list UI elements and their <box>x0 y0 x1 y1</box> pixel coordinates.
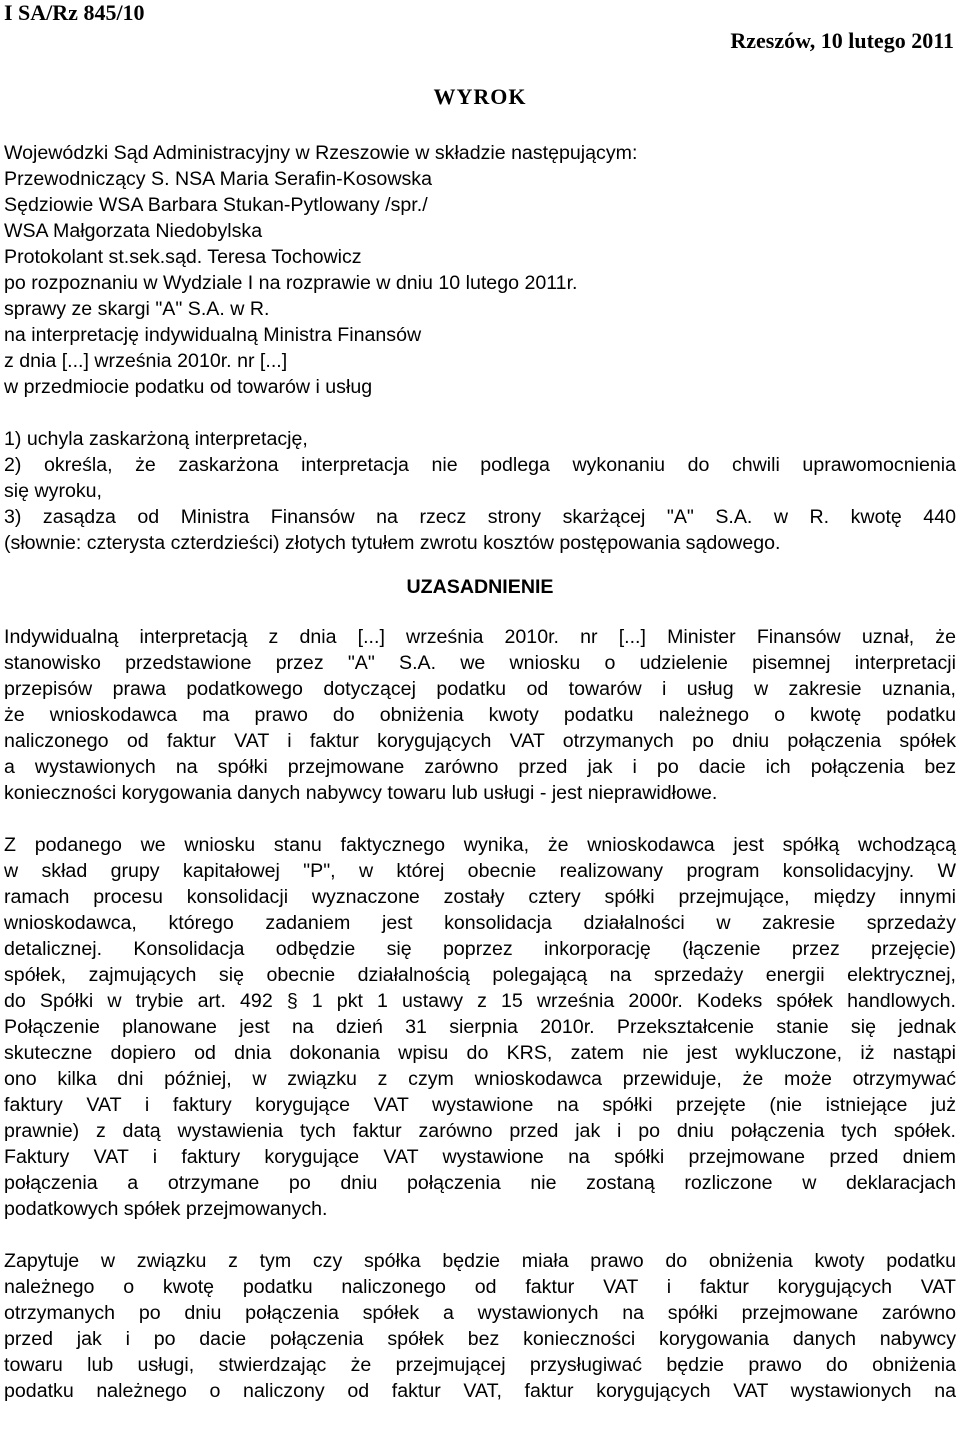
paragraph-line: stanowisko przedstawione przez "A" S.A. we wniosku o udzielenie pisemnej interpretacji <box>4 652 956 674</box>
paragraph-line: skuteczne dopiero od dnia dokonania wpisu do KRS, zatem nie jest wykluczone, iż nastąpi <box>4 1042 956 1064</box>
paragraph-line: że wnioskodawca ma prawo do obniżenia kwoty podatku należnego o kwotę podatku <box>4 704 956 726</box>
verdict-point-3: 3) zasądza od Ministra Finansów na rzecz strony skarżącej "A" S.A. w R. kwotę 440 <box>4 506 956 528</box>
court-line: z dnia [...] września 2010r. nr [...] <box>4 350 288 372</box>
verdict-point-3-cont: (słownie: czterysta czterdzieści) złotych tytułem zwrotu kosztów postępowania sądowego. <box>4 532 781 554</box>
paragraph-line: Faktury VAT i faktury korygujące VAT wystawione na spółki przejmowane przed dniem <box>4 1146 956 1168</box>
spacer <box>4 806 956 832</box>
paragraph-line: Z podanego we wniosku stanu faktycznego wynika, że wnioskodawca jest spółką wchodzącą <box>4 834 956 856</box>
court-composition <box>4 140 956 400</box>
paragraph-line: ono kilka dni później, w związku z czym wnioskodawca przewiduje, że może otrzymywać <box>4 1068 956 1090</box>
paragraph-line: naliczonego od faktur VAT i faktur korygujących VAT otrzymanych po dniu połączenia spółek <box>4 730 956 752</box>
spacer <box>4 600 956 624</box>
document-title <box>0 82 960 112</box>
paragraph-line: detalicznej. Konsolidacja odbędzie się poprzez inkorporację (łączenie przez przejęcie) <box>4 938 956 960</box>
paragraph-line: spółek, zajmujących się obecnie działalnością polegającą na sprzedaży energii elektrycznej, <box>4 964 956 986</box>
paragraph-line: Połączenie planowane jest na dzień 31 sierpnia 2010r. Przekształcenie stanie się jednak <box>4 1016 956 1038</box>
court-line: WSA Małgorzata Niedobylska <box>4 220 263 242</box>
court-line: Sędziowie WSA Barbara Stukan-Pytlowany /spr./ <box>4 194 428 216</box>
paragraph-line: ramach procesu konsolidacji wyznaczone zostały cztery spółki przejmujące, między innymi <box>4 886 956 908</box>
spacer <box>4 1222 956 1248</box>
paragraph-line: połączenia a otrzymane po dniu połączenia nie zostaną rozliczone w deklaracjach <box>4 1172 956 1194</box>
paragraph-line: w skład grupy kapitałowej "P", w której obecnie realizowany program konsolidacyjny. W <box>4 860 956 882</box>
court-line: po rozpoznaniu w Wydziale I na rozprawie w dniu 10 lutego 2011r. <box>4 272 578 294</box>
court-line: Protokolant st.sek.sąd. Teresa Tochowicz <box>4 246 362 268</box>
place-date: Rzeszów, 10 lutego 2011 <box>730 28 954 53</box>
justification-paragraph-2 <box>4 832 956 1222</box>
spacer <box>4 400 956 426</box>
document-body <box>4 140 956 1404</box>
paragraph-line: przepisów prawa podatkowego dotyczącej podatku od towarów i usług w zakresie uznania, <box>4 678 956 700</box>
court-line: w przedmiocie podatku od towarów i usług <box>4 376 373 398</box>
paragraph-line: Indywidualną interpretacją z dnia [...] września 2010r. nr [...] Minister Finansów uznał, że <box>4 626 956 648</box>
verdict-point-1: 1) uchyla zaskarżoną interpretację, <box>4 428 308 450</box>
verdict <box>4 426 956 556</box>
court-line: Przewodniczący S. NSA Maria Serafin-Kosowska <box>4 168 432 190</box>
paragraph-line: towaru lub usługi, stwierdzając że przejmującej przysługiwać będzie prawo do obniżenia <box>4 1354 956 1376</box>
court-line: sprawy ze skargi "A" S.A. w R. <box>4 298 270 320</box>
paragraph-line: Zapytuje w związku z tym czy spółka będzie miała prawo do obniżenia kwoty podatku <box>4 1250 956 1272</box>
paragraph-line: prawnie) z datą wystawienia tych faktur zarówno przed jak i po dniu połączenia tych spółek. <box>4 1120 956 1142</box>
document-title-text: WYROK <box>433 84 527 109</box>
verdict-point-2-cont: się wyroku, <box>4 480 102 502</box>
court-line: na interpretację indywidualną Ministra Finansów <box>4 324 422 346</box>
verdict-point-2: 2) określa, że zaskarżona interpretacja nie podlega wykonaniu do chwili uprawomocnienia <box>4 454 956 476</box>
justification-paragraph-3 <box>4 1248 956 1404</box>
paragraph-line: otrzymanych po dniu połączenia spółek a wystawionych na spółki przejmowane zarówno <box>4 1302 956 1324</box>
paragraph-line: przed jak i po dacie połączenia spółek bez konieczności korygowania danych nabywcy <box>4 1328 956 1350</box>
paragraph-line: podatku należnego o naliczony od faktur VAT, faktur korygujących VAT wystawionych na <box>4 1380 956 1402</box>
justification-heading: UZASADNIENIE <box>406 576 554 598</box>
paragraph-line: konieczności korygowania danych nabywcy towaru lub usługi - jest nieprawidłowe. <box>4 782 718 804</box>
paragraph-line: wnioskodawca, którego zadaniem jest konsolidacja działalności w zakresie sprzedaży <box>4 912 956 934</box>
paragraph-line: do Spółki w trybie art. 492 § 1 pkt 1 ustawy z 15 września 2000r. Kodeks spółek handlowych. <box>4 990 956 1012</box>
justification-paragraph-1 <box>4 624 956 806</box>
paragraph-line: a wystawionych na spółki przejmowane zarówno przed jak i po dacie ich połączenia bez <box>4 756 956 778</box>
court-line: Wojewódzki Sąd Administracyjny w Rzeszowie w składzie następującym: <box>4 142 638 164</box>
paragraph-line: należnego o kwotę podatku naliczonego od faktur VAT i faktur korygujących VAT <box>4 1276 956 1298</box>
spacer <box>4 556 956 574</box>
case-number: I SA/Rz 845/10 <box>4 0 145 25</box>
paragraph-line: podatkowych spółek przejmowanych. <box>4 1198 328 1220</box>
paragraph-line: faktury VAT i faktury korygujące VAT wystawione na spółki przejęte (nie istniejące już <box>4 1094 956 1116</box>
